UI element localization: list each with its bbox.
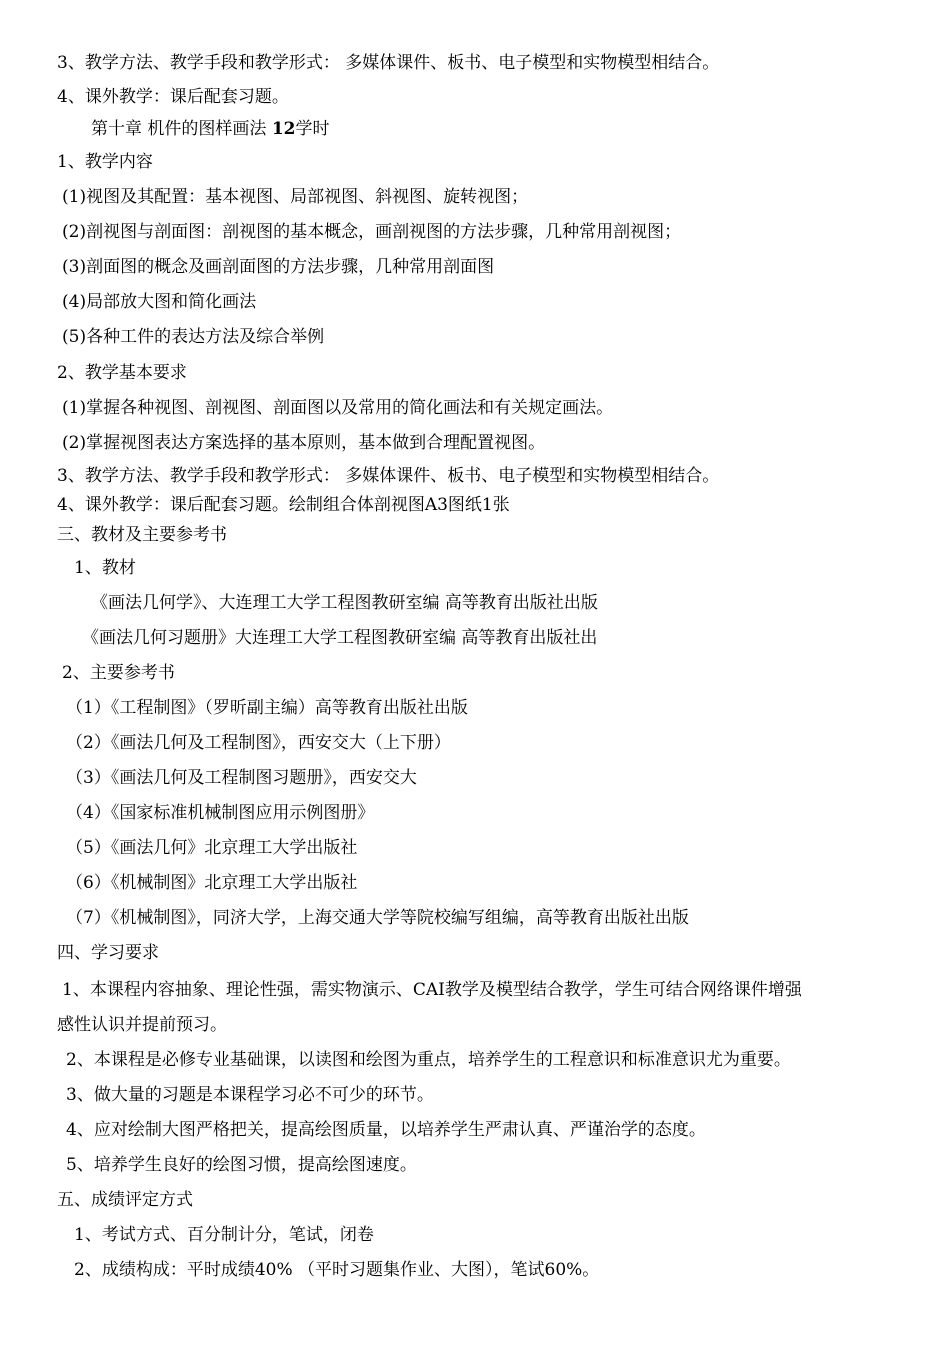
line-study-req-4: 4、应对绘制大图严格把关，提高绘图质量，以培养学生严肃认真、严谨治学的态度。 (66, 1120, 706, 1140)
line-content-item-2: (2)剖视图与剖面图：剖视图的基本概念，画剖视图的方法步骤，几种常用剖视图； (62, 222, 682, 242)
line-content-item-4: (4)局部放大图和简化画法 (62, 292, 257, 312)
line-content-item-1: (1)视图及其配置：基本视图、局部视图、斜视图、旋转视图； (62, 187, 529, 207)
line-study-req-1-cont: 感性认识并提前预习。 (57, 1015, 227, 1035)
line-study-req-2: 2、本课程是必修专业基础课，以读图和绘图为重点，培养学生的工程意识和标准意识尤为重要。 (66, 1050, 791, 1070)
line-reference-6: （6）《机械制图》北京理工大学出版社 (66, 873, 358, 893)
line-textbook-2: 《画法几何习题册》大连理工大学工程图教研室编 高等教育出版社出 (82, 628, 598, 648)
line-grading-2: 2、成绩构成：平时成绩40% （平时习题集作业、大图），笔试60%。 (74, 1260, 600, 1280)
line-reference-7: （7）《机械制图》，同济大学，上海交通大学等院校编写组编，高等教育出版社出版 (66, 908, 689, 928)
line-teaching-content: 1、教学内容 (57, 152, 153, 172)
section-five-heading: 五、成绩评定方式 (57, 1190, 193, 1210)
line-study-req-3: 3、做大量的习题是本课程学习必不可少的环节。 (66, 1085, 434, 1105)
line-reference-heading: 2、主要参考书 (62, 663, 175, 683)
line-study-req-1: 1、本课程内容抽象、理论性强，需实物演示、CAI教学及模型结合教学，学生可结合网络课件增强 (62, 980, 802, 1000)
chapter-ten-hours-number: 12 (271, 119, 296, 139)
line-reference-1: （1）《工程制图》（罗昕副主编）高等教育出版社出版 (66, 698, 468, 718)
line-basic-requirements: 2、教学基本要求 (57, 363, 187, 383)
line-reference-4: （4）《国家标准机械制图应用示例图册》 (66, 803, 375, 823)
line-extracurricular-2: 4、课外教学：课后配套习题。绘制组合体剖视图A3图纸1张 (57, 495, 510, 515)
line-teaching-method-2: 3、教学方法、教学手段和教学形式： 多媒体课件、板书、电子模型和实物模型相结合。 (57, 466, 720, 486)
section-four-heading: 四、学习要求 (57, 943, 159, 963)
line-reference-5: （5）《画法几何》北京理工大学出版社 (66, 838, 358, 858)
line-grading-1: 1、考试方式、百分制计分，笔试，闭卷 (74, 1225, 374, 1245)
line-requirement-item-1: (1)掌握各种视图、剖视图、剖面图以及常用的简化画法和有关规定画法。 (62, 398, 614, 418)
line-requirement-item-2: (2)掌握视图表达方案选择的基本原则，基本做到合理配置视图。 (62, 433, 546, 453)
line-reference-2: （2）《画法几何及工程制图》，西安交大（上下册） (66, 733, 451, 753)
line-extracurricular-1: 4、课外教学：课后配套习题。 (57, 87, 289, 107)
chapter-ten-hours-unit: 学时 (295, 119, 330, 139)
chapter-ten-heading (91, 118, 329, 140)
chapter-ten-title: 第十章 机件的图样画法 (91, 119, 272, 139)
line-content-item-3: (3)剖面图的概念及画剖面图的方法步骤，几种常用剖面图 (62, 257, 495, 277)
line-textbook-1: 《画法几何学》、大连理工大学工程图教研室编 高等教育出版社出版 (91, 593, 598, 613)
line-teaching-method-1: 3、教学方法、教学手段和教学形式： 多媒体课件、板书、电子模型和实物模型相结合。 (57, 53, 720, 73)
line-textbook-heading: 1、教材 (74, 558, 136, 578)
line-content-item-5: (5)各种工件的表达方法及综合举例 (62, 327, 325, 347)
line-reference-3: （3）《画法几何及工程制图习题册》，西安交大 (66, 768, 417, 788)
line-study-req-5: 5、培养学生良好的绘图习惯，提高绘图速度。 (66, 1155, 417, 1175)
section-three-heading: 三、教材及主要参考书 (57, 525, 227, 545)
